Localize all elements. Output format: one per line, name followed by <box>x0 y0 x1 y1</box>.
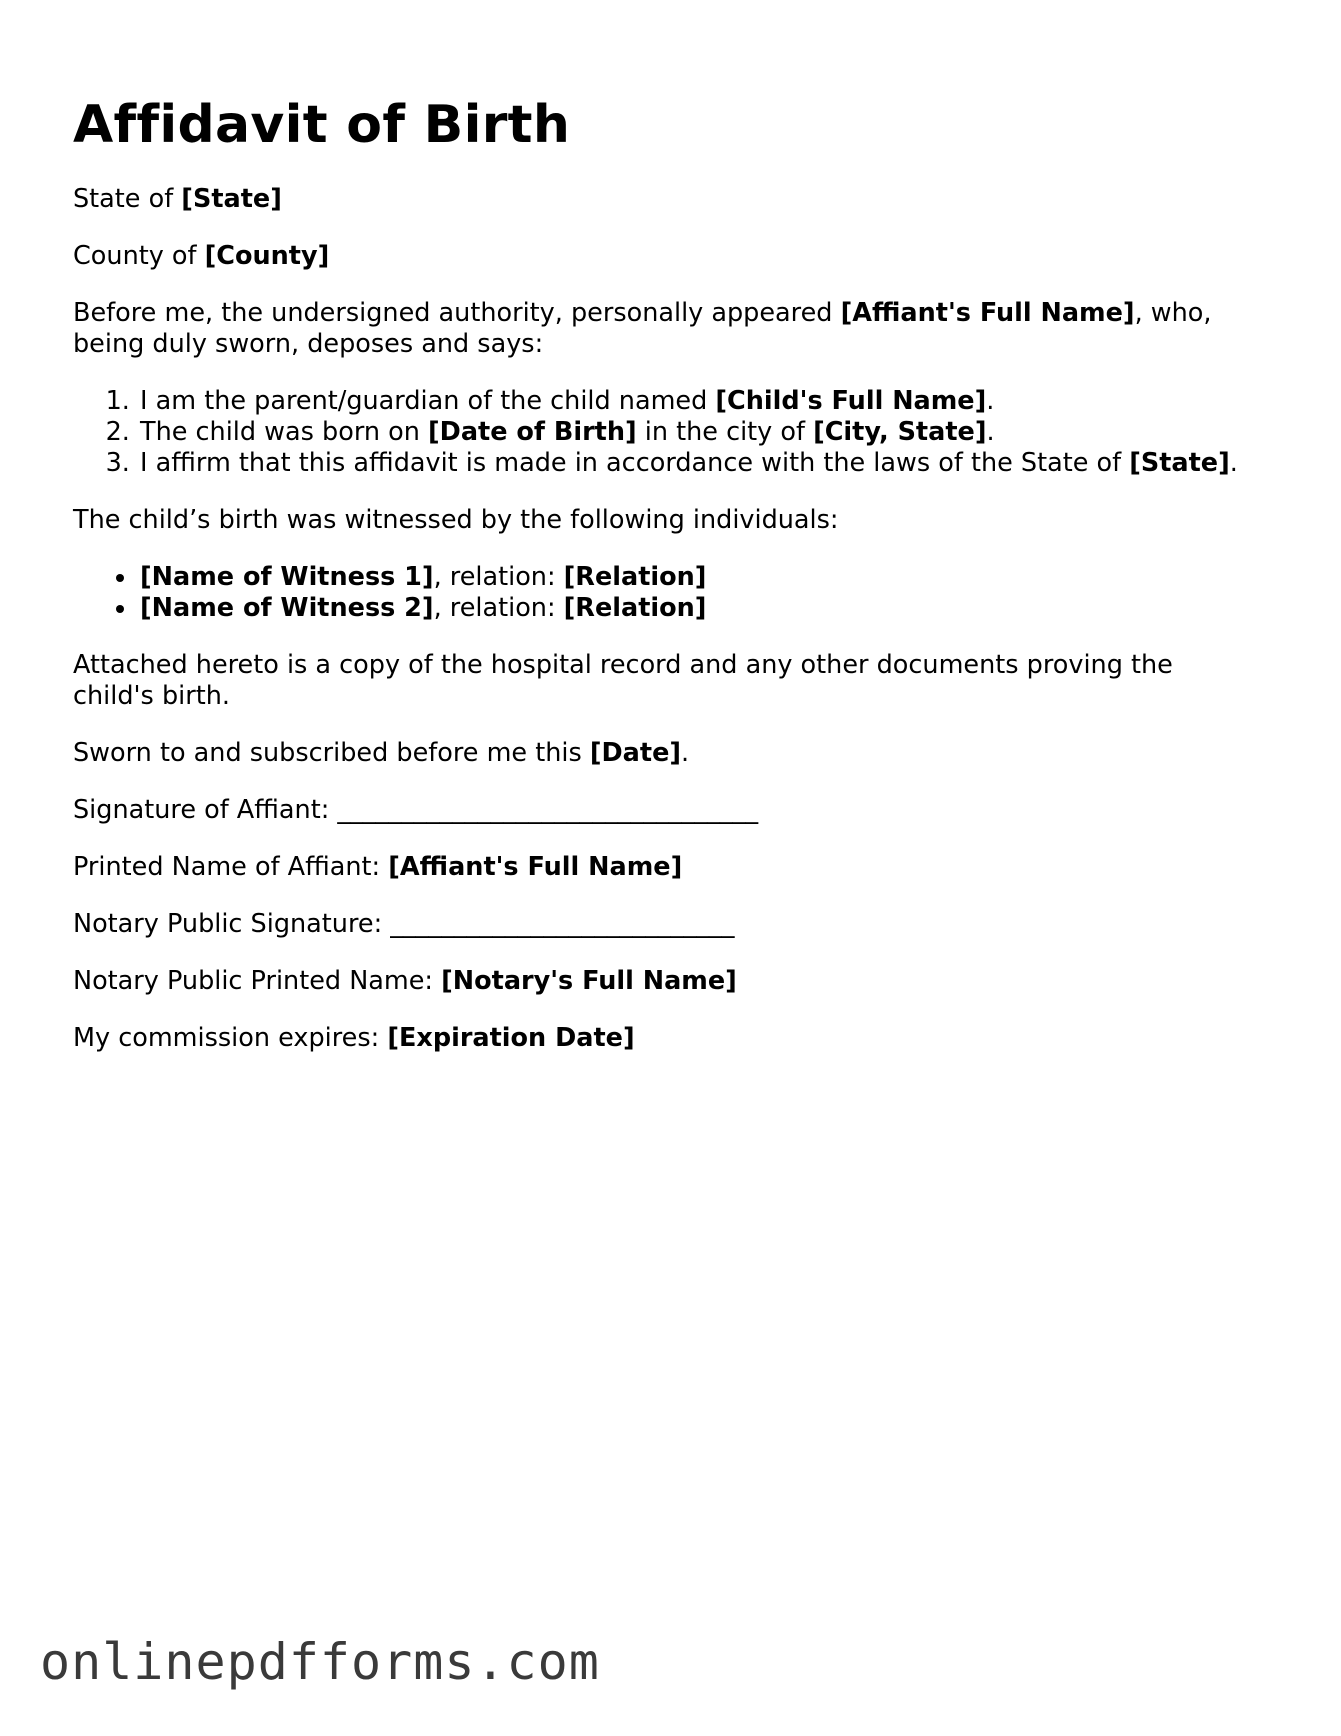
statement-item <box>138 386 1273 417</box>
statement-text: . <box>986 417 995 447</box>
statement-item <box>138 417 1273 448</box>
commission-label: My commission expires: <box>73 1023 388 1053</box>
relation-field: [Relation] <box>563 562 707 592</box>
county-field: [County] <box>204 241 330 271</box>
commission-line <box>73 1023 1273 1054</box>
witness-list <box>73 562 1273 624</box>
notary-signature-label: Notary Public Signature: <box>73 909 391 939</box>
expiration-date-field: [Expiration Date] <box>387 1023 635 1053</box>
statements-list <box>73 386 1273 479</box>
state-label: State of <box>73 184 182 214</box>
birth-city-field: [City, State] <box>813 417 987 447</box>
child-name-field: [Child's Full Name] <box>715 386 987 416</box>
sworn-line <box>73 738 1273 769</box>
state-law-field: [State] <box>1129 448 1230 478</box>
intro-before: Before me, the undersigned authority, personally appeared <box>73 298 841 328</box>
witness-item <box>138 562 1273 593</box>
sworn-date-field: [Date] <box>589 738 682 768</box>
statement-text: The child was born on <box>140 417 429 447</box>
statement-text: in the city of <box>636 417 814 447</box>
state-line <box>73 184 1273 215</box>
document-page <box>73 92 1273 1080</box>
county-label: County of <box>73 241 205 271</box>
intro-paragraph <box>73 298 1273 360</box>
county-line <box>73 241 1273 272</box>
attached-paragraph: Attached hereto is a copy of the hospital record and any other documents proving the child's birth. <box>73 650 1173 711</box>
notary-printed-line <box>73 966 1273 997</box>
affiant-printed-line <box>73 852 1273 883</box>
page-title: Affidavit of Birth <box>73 95 571 155</box>
statement-text: . <box>986 386 995 416</box>
witness-item <box>138 593 1273 624</box>
statement-text: . <box>1229 448 1238 478</box>
affiant-printed-label: Printed Name of Affiant: <box>73 852 389 882</box>
statement-item <box>138 448 1273 479</box>
relation-label: , relation: <box>433 562 564 592</box>
intro-after: , who, being duly sworn, deposes and says: <box>73 298 1212 359</box>
relation-field: [Relation] <box>563 593 707 623</box>
notary-signature-blank: ___________________________ <box>390 909 735 939</box>
footer-brand: onlinepdfforms.com <box>40 1633 600 1691</box>
birth-date-field: [Date of Birth] <box>428 417 637 447</box>
state-field: [State] <box>181 184 282 214</box>
statement-text: I affirm that this affidavit is made in accordance with the laws of the State of <box>140 448 1130 478</box>
affiant-name-field: [Affiant's Full Name] <box>840 298 1135 328</box>
affiant-signature-line <box>73 795 1273 826</box>
relation-label: , relation: <box>433 593 564 623</box>
sworn-suffix: . <box>681 738 690 768</box>
notary-signature-line <box>73 909 1273 940</box>
witness-name-field: [Name of Witness 2] <box>140 593 434 623</box>
affiant-signature-label: Signature of Affiant: <box>73 795 338 825</box>
notary-printed-label: Notary Public Printed Name: <box>73 966 442 996</box>
witness-intro: The child’s birth was witnessed by the following individuals: <box>73 505 839 535</box>
notary-name-field: [Notary's Full Name] <box>441 966 737 996</box>
affiant-signature-blank: _________________________________ <box>337 795 759 825</box>
statement-text: I am the parent/guardian of the child named <box>140 386 716 416</box>
sworn-label: Sworn to and subscribed before me this <box>73 738 590 768</box>
witness-name-field: [Name of Witness 1] <box>140 562 434 592</box>
affiant-printed-field: [Affiant's Full Name] <box>388 852 683 882</box>
